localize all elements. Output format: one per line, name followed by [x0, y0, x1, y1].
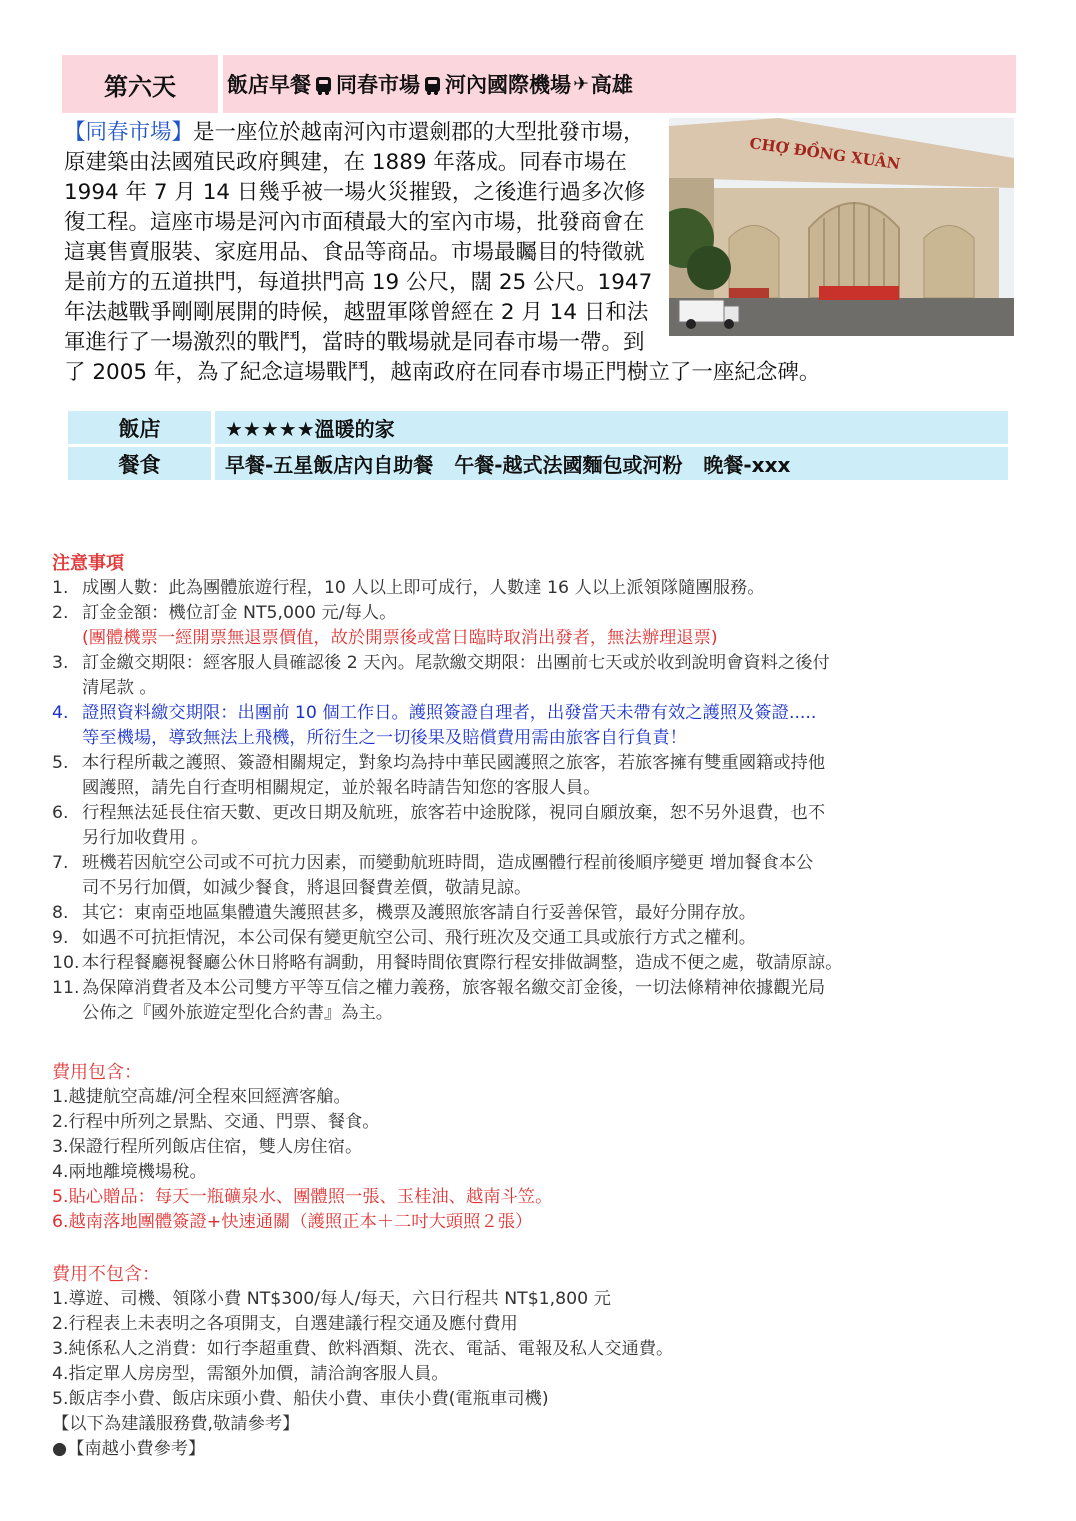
excludes-section	[52, 1262, 1052, 1462]
note-line: 本行程餐廳視餐廳公休日將略有調動，用餐時間依實際行程安排做調整，造成不便之處，敬請原諒。	[82, 953, 843, 973]
excludes-item: 2.行程表上未表明之各項開支，自選建議行程交通及應付費用	[52, 1314, 518, 1334]
note-line: 如遇不可抗拒情況，本公司保有變更航空公司、飛行班次及交通工具或旅行方式之權利。	[82, 928, 756, 948]
note-item	[52, 651, 1052, 701]
includes-item: 6.越南落地團體簽證+快速通關（護照正本＋二吋大頭照２張）	[52, 1212, 533, 1232]
route-stop-4: 高雄	[590, 73, 633, 97]
notes-title: 注意事項	[52, 553, 124, 574]
note-line: 司不另行加價，如減少餐食，將退回餐費差價，敬請見諒。	[82, 878, 532, 898]
dong-xuan-market-photo	[669, 118, 1014, 336]
day-route	[223, 55, 1016, 113]
note-line: 其它：東南亞地區集體遺失護照甚多，機票及護照旅客請自行妥善保管，最好分開存放。	[82, 903, 756, 923]
note-line: 為保障消費者及本公司雙方平等互信之權力義務，旅客報名繳交訂金後，一切法條精神依據觀光局	[82, 978, 826, 998]
note-text	[82, 851, 1052, 901]
note-line: 成團人數：此為團體旅遊行程，10 人以上即可成行，人數達 16 人以上派領隊隨團服務。	[82, 578, 765, 598]
note-number: 10.	[52, 953, 80, 973]
note-number: 4.	[52, 703, 69, 723]
note-number: 11.	[52, 978, 80, 998]
attraction-text: 是一座位於越南河內市還劍郡的大型批發市場，原建築由法國殖民政府興建，在 1889 年落成。同春市場在 1994 年 7 月 14 日幾乎被一場火災摧毀，之後進行過多次修復工程。這座市場是河內市面積最大的室內市場，批發商會在這裏售賣服裝、家庭用品、食品等商品。市場最矚目的特徵就是前方的五道拱門，每道拱門高 19 公尺，闊 25 公尺。1947 年法越戰爭剛剛展開的時候，越盟軍隊曾經在 2 月 14 日和法軍進行了一場激烈的戰鬥，當時的戰場就是同春市場一帶。到了 2005 年，為了紀念這場戰鬥，越南政府在同春市場正門樹立了一座紀念碑。	[64, 120, 821, 385]
note-item	[52, 976, 1052, 1026]
note-line: 證照資料繳交期限：出團前 10 個工作日。護照簽證自理者，出發當天未帶有效之護照及簽證.....	[82, 703, 817, 723]
note-line: 訂金金額：機位訂金 NT5,000 元/每人。	[82, 603, 397, 623]
note-number: 1.	[52, 578, 69, 598]
market-sign-text: CHỢ ĐỒNG XUÂN	[748, 134, 902, 174]
includes-section	[52, 1060, 1052, 1235]
hotel-row	[68, 411, 1008, 444]
note-item	[52, 851, 1052, 901]
includes-item: 5.貼心贈品：每天一瓶礦泉水、團體照一張、玉桂油、越南斗笠。	[52, 1187, 553, 1207]
note-text	[82, 576, 1052, 601]
note-number: 6.	[52, 803, 69, 823]
excludes-item: 1.導遊、司機、領隊小費 NT$300/每人/每天，六日行程共 NT$1,800 元	[52, 1289, 611, 1309]
note-line: 行程無法延長住宿天數、更改日期及航班，旅客若中途脫隊，視同自願放棄，恕不另外退費，也不	[82, 803, 826, 823]
note-text	[82, 901, 1052, 926]
day-header	[62, 55, 1016, 113]
airplane-icon: ✈	[573, 73, 589, 95]
includes-item: 2.行程中所列之景點、交通、門票、餐食。	[52, 1112, 380, 1132]
note-text	[82, 651, 1052, 701]
meals-label: 餐食	[68, 447, 211, 480]
note-number: 3.	[52, 653, 69, 673]
notes-section	[52, 551, 1052, 1026]
excludes-item: 4.指定單人房房型，需額外加價，請洽詢客服人員。	[52, 1364, 449, 1384]
note-line: 本行程所載之護照、簽證相關規定，對象均為持中華民國護照之旅客，若旅客擁有雙重國籍或持他	[82, 753, 826, 773]
note-line: 訂金繳交期限：經客服人員確認後 2 天內。尾款繳交期限：出團前七天或於收到說明會資料之後付	[82, 653, 830, 673]
excludes-item: 5.飯店李小費、飯店床頭小費、船伕小費、車伕小費(電瓶車司機)	[52, 1389, 549, 1409]
note-text	[82, 601, 1052, 651]
includes-item: 3.保證行程所列飯店住宿，雙人房住宿。	[52, 1137, 363, 1157]
attraction-description	[64, 118, 1006, 388]
note-number: 2.	[52, 603, 69, 623]
note-line: 另行加收費用 。	[82, 828, 209, 848]
excludes-item: 3.純係私人之消費：如行李超重費、飲料酒類、洗衣、電話、電報及私人交通費。	[52, 1339, 674, 1359]
includes-item: 4.兩地離境機場稅。	[52, 1162, 207, 1182]
note-line: 國護照，請先自行查明相關規定，並於報名時請告知您的客服人員。	[82, 778, 601, 798]
bus-icon	[425, 77, 440, 92]
note-text	[82, 701, 1052, 751]
excludes-item: 【以下為建議服務費,敬請參考】	[52, 1414, 300, 1434]
excludes-title: 費用不包含：	[52, 1264, 160, 1285]
note-text	[82, 926, 1052, 951]
note-number: 8.	[52, 903, 69, 923]
includes-item: 1.越捷航空高雄/河全程來回經濟客艙。	[52, 1087, 351, 1107]
attraction-name: 【同春市場】	[64, 120, 194, 145]
bus-icon	[316, 77, 331, 92]
note-line: 班機若因航空公司或不可抗力因素，而變動航班時間，造成團體行程前後順序變更 增加餐食本公	[82, 853, 814, 873]
includes-title: 費用包含：	[52, 1062, 142, 1083]
note-item	[52, 701, 1052, 751]
note-item	[52, 801, 1052, 851]
note-number: 7.	[52, 853, 69, 873]
note-item	[52, 901, 1052, 926]
note-text	[82, 976, 1052, 1026]
note-text	[82, 951, 1052, 976]
market-photo-illustration	[669, 118, 1014, 336]
route-stop-3: 河內國際機場	[445, 73, 571, 97]
note-line: 公佈之『國外旅遊定型化合約書』為主。	[82, 1003, 394, 1023]
note-warning-line: (團體機票一經開票無退票價值，故於開票後或當日臨時取消出發者，無法辦理退票)	[82, 628, 718, 648]
note-item	[52, 951, 1052, 976]
note-line: 等至機場，導致無法上飛機，所衍生之一切後果及賠償費用需由旅客自行負責！	[82, 728, 687, 748]
route-stop-1: 飯店早餐	[227, 73, 311, 97]
info-table	[68, 411, 1008, 483]
note-text	[82, 751, 1052, 801]
hotel-value: ★★★★★溫暖的家	[215, 411, 1008, 444]
excludes-list	[52, 1287, 1052, 1462]
includes-list	[52, 1085, 1052, 1235]
hotel-label: 飯店	[68, 411, 211, 444]
notes-list	[52, 576, 1052, 1026]
note-number: 5.	[52, 753, 69, 773]
meals-row	[68, 447, 1008, 480]
note-item	[52, 576, 1052, 601]
route-stop-2: 同春市場	[336, 73, 420, 97]
meals-value: 早餐-五星飯店內自助餐 午餐-越式法國麵包或河粉 晚餐-xxx	[215, 447, 1008, 480]
note-item	[52, 926, 1052, 951]
note-line: 清尾款 。	[82, 678, 157, 698]
note-text	[82, 801, 1052, 851]
day-label: 第六天	[62, 55, 218, 113]
note-item	[52, 601, 1052, 651]
note-item	[52, 751, 1052, 801]
excludes-item: ●【南越小費參考】	[52, 1439, 206, 1459]
note-number: 9.	[52, 928, 69, 948]
